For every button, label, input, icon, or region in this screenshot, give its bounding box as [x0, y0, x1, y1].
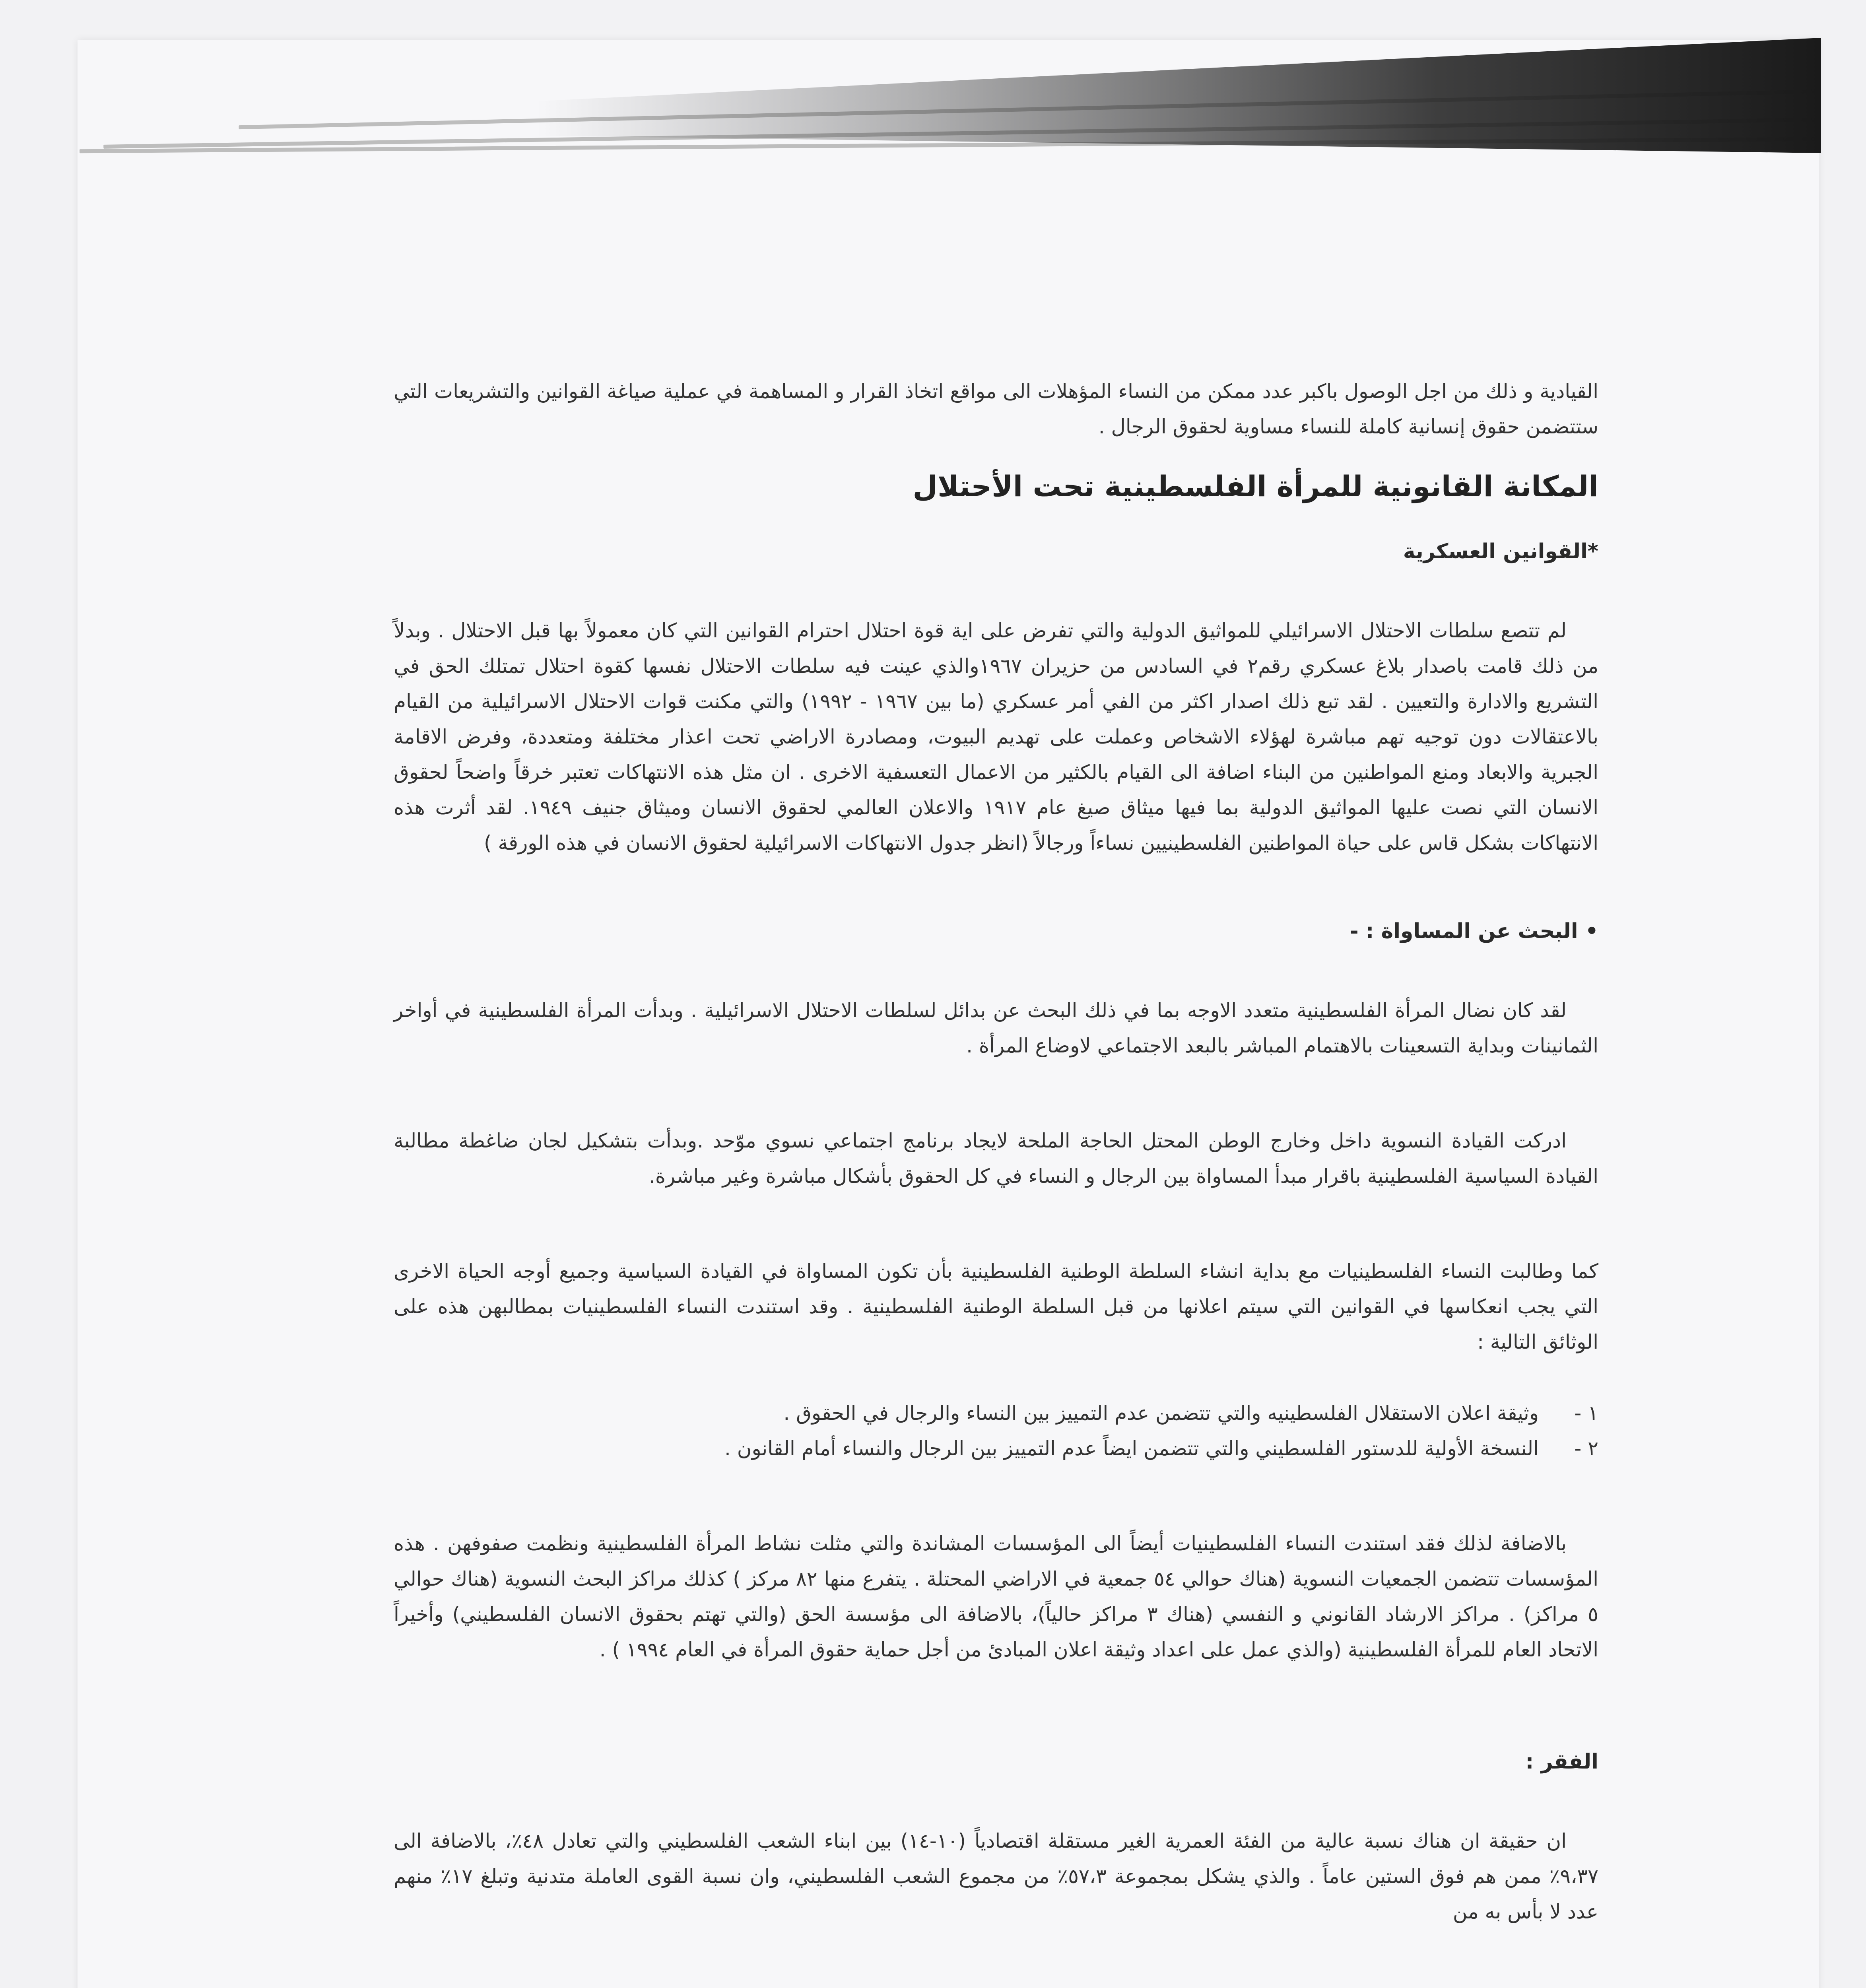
list-item-text: وثيقة اعلان الاستقلال الفلسطينيه والتي تتضمن عدم التمييز بين النساء والرجال في الحقوق . [783, 1402, 1539, 1425]
poverty-paragraph: ان حقيقة ان هناك نسبة عالية من الفئة العمرية الغير مستقلة اقتصادياً (١٠-١٤) بين ابناء الشعب الفلسطيني والتي تعادل ٤٨٪، بالاضافة الى ٩،٣٧٪ ممن هم فوق الستين عاماً . والذي يشكل بمجموعة ٥٧،٣٪ من مجموع الشعب الفلسطيني، وان نسبة القوى العاملة متدنية وتبلغ ١٧٪ منهم عدد لا بأس به من [394, 1829, 1598, 1924]
section-heading-military-laws: *القوانين العسكرية [1403, 540, 1598, 563]
list-item [394, 1396, 1598, 1431]
documents-list [394, 1396, 1598, 1466]
list-item-number: ١ - [1574, 1402, 1598, 1425]
equality-paragraph-4: بالاضافة لذلك فقد استندت النساء الفلسطينيات أيضاً الى المؤسسات المشاندة والتي مثلت نشاط المرأة الفلسطينية ونظمت صفوفهن . هذه المؤسسات تتضمن الجمعيات النسوية (هناك حوالي ٥٤ جمعية في الاراضي المحتلة . يتفرع منها ٨٢ مركز ) كذلك مراكز البحث النسوية (هناك حوالي ٥ مراكز) . مراكز الارشاد القانوني و النفسي (هناك ٣ مراكز حالياً)، بالاضافة الى مؤسسة الحق (والتي تهتم بحقوق الانسان الفلسطيني) وأخيراً الاتحاد العام للمرأة الفلسطينية (والذي عمل على اعداد وثيقة اعلان المبادئ من أجل حماية حقوق المرأة في العام ١٩٩٤ ) . [394, 1532, 1598, 1662]
section-heading-poverty: الفقر : [1525, 1750, 1598, 1774]
list-item-text: النسخة الأولية للدستور الفلسطيني والتي تتضمن ايضاً عدم التمييز بين الرجال والنساء أمام القانون . [724, 1437, 1539, 1460]
equality-paragraph-1: لقد كان نضال المرأة الفلسطينية متعدد الاوجه بما في ذلك البحث عن بدائل لسلطات الاحتلال الاسرائيلية . وبدأت المرأة الفلسطينية في أواخر الثمانينات وبداية التسعينات بالاهتمام المباشر بالبعد الاجتماعي لاوضاع المرأة . [394, 999, 1598, 1058]
list-item-number: ٢ - [1574, 1437, 1598, 1460]
military-laws-paragraph: لم تتصع سلطات الاحتلال الاسرائيلي للمواثيق الدولية والتي تفرض على اية قوة احتلال احترام القوانين التي كان معمولاً بها قبل الاحتلال . وبدلاً من ذلك قامت باصدار بلاغ عسكري رقم٢ في السادس من حزيران ١٩٦٧والذي عينت فيه سلطات الاحتلال نفسها كقوة احتلال تمتلك الحق في التشريع والادارة والتعيين . لقد تبع ذلك اصدار اكثر من الفي أمر عسكري (ما بين ١٩٦٧ - ١٩٩٢) والتي مكنت قوات الاحتلال الاسرائيلية من القيام بالاعتقالات دون توجيه تهم مباشرة لهؤلاء الاشخاص وعملت على تهديم البيوت، ومصادرة الاراضي تحت اعذار مختلفة ومتعددة، وفرض الاقامة الجبرية والابعاد ومنع المواطنين من البناء اضافة الى القيام بالكثير من الاعمال التعسفية الاخرى . ان مثل هذه الانتهاكات تعتبر خرقاً واضحاً لحقوق الانسان التي نصت عليها المواثيق الدولية بما فيها ميثاق صيغ عام ١٩١٧ والاعلان العالمي لحقوق الانسان وميثاق جنيف ١٩٤٩. لقد أثرت هذه الانتهاكات بشكل قاس على حياة المواطنين الفلسطينيين نساءاً ورجالاً (انظر جدول الانتهاكات الاسرائيلية لحقوق الانسان في هذه الورقة ) [394, 619, 1598, 854]
main-heading: المكانة القانونية للمرأة الفلسطينية تحت الأحتلال [913, 470, 1598, 503]
section-heading-equality: • البحث عن المساواة : - [1350, 919, 1598, 944]
document-body [394, 374, 1598, 1930]
intro-paragraph: القيادية و ذلك من اجل الوصول باكبر عدد ممكن من النساء المؤهلات الى مواقع اتخاذ القرار و المساهمة في عملية صياغة القوانين والتشريعات التي ستتضمن حقوق إنسانية كاملة للنساء مساوية لحقوق الرجال . [394, 380, 1598, 438]
list-item [394, 1431, 1598, 1466]
equality-paragraph-3: كما وطالبت النساء الفلسطينيات مع بداية انشاء السلطة الوطنية الفلسطينية بأن تكون المساواة في القيادة السياسية وجميع أوجه الحياة الاخرى التي يجب انعكاسها في القوانين التي سيتم اعلانها من قبل السلطة الوطنية الفلسطينية . وقد استندت النساء الفلسطينيات بمطالبهن هذه على الوثائق التالية : [394, 1260, 1598, 1354]
equality-paragraph-2: ادركت القيادة النسوية داخل وخارج الوطن المحتل الحاجة الملحة لايجاد برنامج اجتماعي نسوي موّحد .وبدأت بتشكيل لجان ضاغطة مطالبة القيادة السياسية الفلسطينية باقرار مبدأ المساواة بين الرجال و النساء في كل الحقوق بأشكال مباشرة وغير مباشرة. [394, 1129, 1598, 1188]
